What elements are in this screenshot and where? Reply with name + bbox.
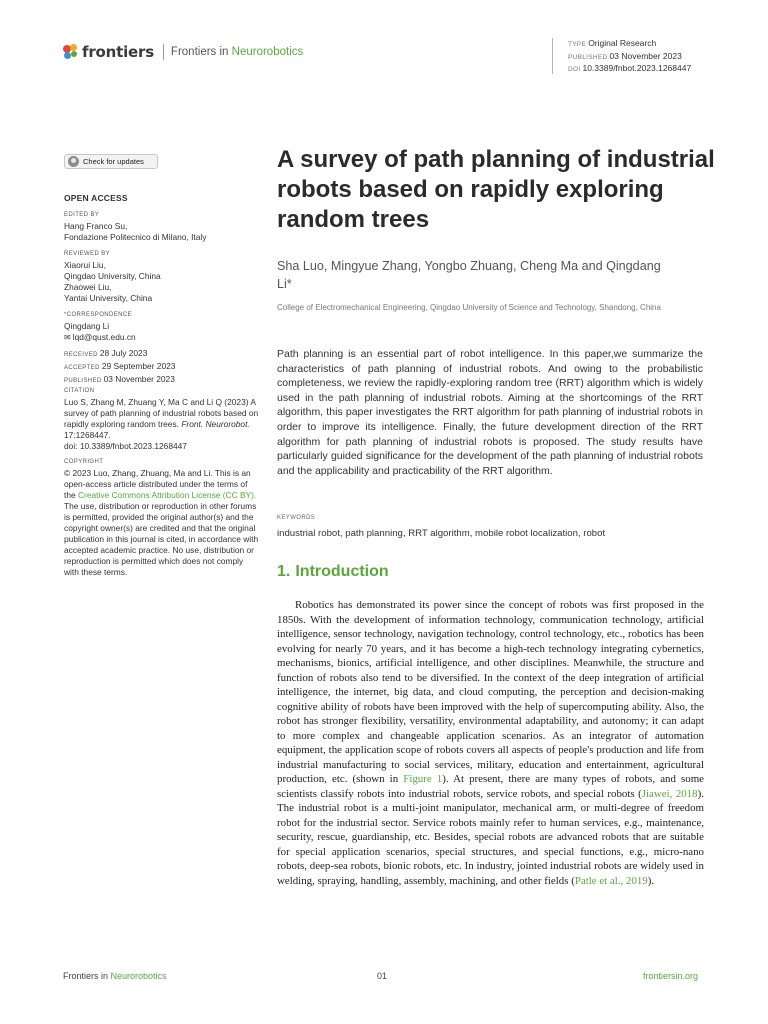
reviewer-name: Xiaorui Liu, bbox=[64, 260, 106, 270]
check-updates-label: Check for updates bbox=[83, 157, 144, 166]
keywords: industrial robot, path planning, RRT algorithm, mobile robot localization, robot bbox=[277, 528, 606, 539]
citation-journal: Front. Neurorobot. bbox=[181, 419, 250, 429]
editor-affiliation: Fondazione Politecnico di Milano, Italy bbox=[64, 232, 207, 242]
editor-name: Hang Franco Su, bbox=[64, 221, 128, 231]
article-meta bbox=[552, 38, 691, 74]
meta-type: TYPE Original Research bbox=[568, 38, 657, 48]
keywords-label: KEYWORDS bbox=[277, 515, 316, 521]
reference-link[interactable]: Patle et al., 2019 bbox=[574, 874, 648, 887]
reference-link[interactable]: Jiawei, 2018 bbox=[641, 787, 698, 800]
reviewed-by-block bbox=[64, 250, 259, 304]
reviewer-affiliation: Yantai University, China bbox=[64, 293, 153, 303]
citation-text: Luo S, Zhang M, Zhuang Y, Ma C and Li Q (2023) A survey of path planning of industrial robots based on rapidly exploring random trees. Front. Neurorobot. 17:1268447. bbox=[64, 397, 259, 440]
published-date: PUBLISHED 03 November 2023 bbox=[64, 374, 175, 384]
corresponding-author: Qingdang Li bbox=[64, 321, 110, 331]
article-title: A survey of path planning of industrial robots based on rapidly exploring random trees bbox=[277, 146, 715, 233]
meta-published: PUBLISHED 03 November 2023 bbox=[568, 50, 682, 61]
edited-by-block bbox=[64, 211, 259, 243]
figure-link[interactable]: Figure 1 bbox=[403, 773, 443, 785]
journal-title[interactable] bbox=[171, 46, 303, 58]
edited-by-label: EDITED BY bbox=[64, 212, 100, 218]
meta-doi[interactable]: DOI 10.3389/fnbot.2023.1268447 bbox=[568, 63, 692, 73]
section-title: Introduction bbox=[295, 563, 389, 580]
citation-doi[interactable]: doi: 10.3389/fnbot.2023.1268447 bbox=[64, 441, 187, 451]
reviewed-by-label: REVIEWED BY bbox=[64, 251, 111, 257]
frontiers-logo[interactable] bbox=[63, 43, 303, 61]
frontiers-logo-icon bbox=[63, 44, 78, 61]
license-link[interactable]: Creative Commons Attribution License (CC BY). bbox=[77, 490, 257, 500]
introduction-paragraph: Robotics has demonstrated its power since the concept of robots was first proposed in the 1850s. With the development of information technology, communication technology, artificial intelligence, sensor technology, navigation technology, control technology, etc., robotics has been evolving for nearly 70 years, and it has become a high-tech technology integrating cybernetics, mechanisms, bionics, artificial intelligence, and other disciplines. Meanwhile, the structure and function of robots also tend to be diversified. In the context of the deep integration of artificial intelligence, the internet, big data, and cloud computing, the perception and decision-making cognitive ability of robots have been improved with the help of supercomputing ability. Also, the robot has stronger flexibility, versatility, environmental adaptability, and autonomy; it can adapt to more complex and changeable application scenarios. As an integrator of automation equipment, the application scope of robots covers all aspects of people's production and life from industrial manufacturing to social services, military, education and entertainment, agricultural production, etc. (shown in Figure 1). At present, there are many types of robots, and some scientists classify robots into industrial robots, service robots, and special robots (Jiawei, 2018). The industrial robot is a multi-joint manipulator, mechanical arm, or multi-degree of freedom robot for the industrial sector. Service robots mainly refer to human services, e.g., maintenance, security, rescue, guardianship, etc. Besides, special robots are advanced robots that are suitable for special application scenarios, special structures, and special functions, e.g., micro-nano robots, deep-sea robots, bionic robots, etc. In industry, jointed industrial robots are widely used in welding, spraying, handling, assembly, machining, and other fields (Patle et al., 2019). bbox=[277, 599, 705, 887]
journal-name: Neurorobotics bbox=[231, 46, 304, 58]
correspondence-email[interactable]: ✉ lqd@qust.edu.cn bbox=[64, 332, 136, 342]
check-updates-icon bbox=[68, 156, 79, 167]
brand-name: frontiers bbox=[82, 43, 154, 61]
correspondence-label: *CORRESPONDENCE bbox=[64, 312, 133, 318]
copyright-text: © 2023 Luo, Zhang, Zhuang, Ma and Li. This is an open-access article distributed under the terms of the Creative Commons Attribution License (CC BY). The use, distribution or reproduction in other forums is permitted, provided the original author(s) and the copyright owner(s) are credited and that the original publication in this journal is cited, in accordance with accepted academic practice. No use, distribution or reproduction is permitted which does not comply with these terms. bbox=[64, 468, 259, 577]
section-number: 1. bbox=[277, 563, 291, 580]
mail-icon: ✉ bbox=[64, 333, 71, 342]
citation-label: CITATION bbox=[64, 388, 95, 394]
correspondence-block bbox=[64, 311, 259, 343]
open-access-label: OPEN ACCESS bbox=[64, 193, 128, 203]
section-heading bbox=[277, 563, 394, 581]
check-for-updates-button[interactable] bbox=[64, 154, 158, 169]
citation-block bbox=[64, 387, 259, 452]
received-date: RECEIVED 28 July 2023 bbox=[64, 348, 148, 358]
dates-block bbox=[64, 348, 259, 387]
reviewer-name: Zhaowei Liu, bbox=[64, 282, 112, 292]
journal-prefix: Frontiers in bbox=[170, 46, 229, 58]
header-divider bbox=[163, 44, 164, 60]
abstract: Path planning is an essential part of robot intelligence. In this paper,we summarize the characteristics of path planning of industrial robots. And owing to the probabilistic completeness, we review the rapidly-exploring random tree (RRT) algorithm which is widely used in the path planning of industrial robots. Aiming at the shortcomings of the RRT algorithm, this paper investigates the RRT algorithm for path planning of industrial robots in order to improve its intelligence. Finally, the future development direction of the RRT algorithm for path planning of industrial robots is proposed. The study results have particularly guided significance for the development of the path planning of industrial robots and the applicability and practicability of the RRT algorithm. bbox=[277, 348, 703, 477]
copyright-block bbox=[64, 458, 259, 578]
accepted-date: ACCEPTED 29 September 2023 bbox=[64, 361, 176, 371]
author-list: Sha Luo, Mingyue Zhang, Yongbo Zhuang, Cheng Ma and Qingdang Li* bbox=[277, 259, 661, 291]
copyright-label: COPYRIGHT bbox=[64, 459, 104, 465]
affiliation: College of Electromechanical Engineering, Qingdao University of Science and Technology, Shandong, China bbox=[277, 303, 661, 312]
page-number: 01 bbox=[377, 971, 388, 981]
footer-site-link[interactable]: frontiersin.org bbox=[643, 971, 699, 981]
footer-journal: Frontiers in Neurorobotics bbox=[63, 971, 167, 981]
reviewer-affiliation: Qingdao University, China bbox=[64, 271, 161, 281]
